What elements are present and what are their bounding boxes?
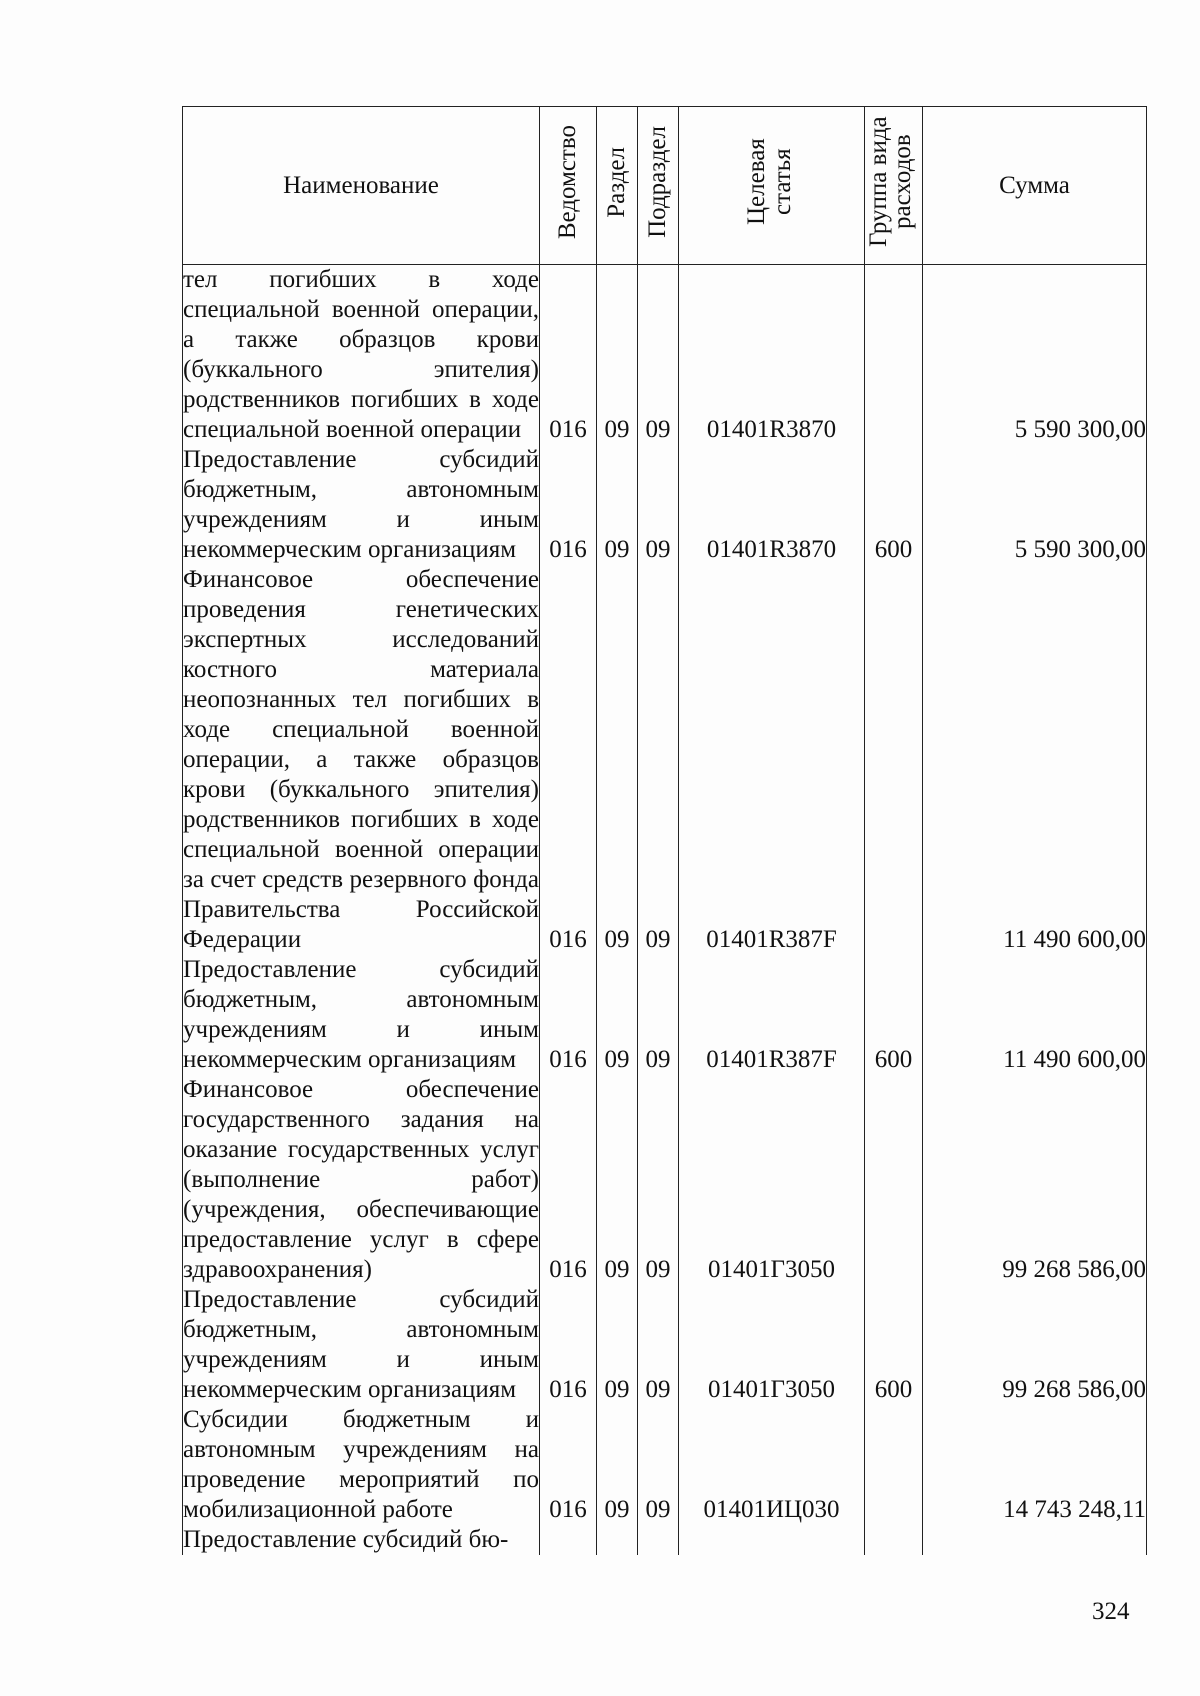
cell-name: Предоставление субсидий бюджетным, автономным учреждениям и иным некоммерческим организациям: [183, 1286, 539, 1403]
cell-ved: [540, 1525, 597, 1555]
header-razd: [597, 107, 638, 265]
cell-razd: 09: [597, 955, 638, 1075]
table-row: [183, 265, 1147, 446]
cell-name: Финансовое обеспечение государственного задания на оказание государственных услуг (выполнение работ) (учреждения, обеспечивающие предоставление услуг в сфере здравоохранения): [183, 1076, 539, 1283]
cell-ved: 016: [540, 1075, 597, 1285]
cell-podr: 09: [638, 445, 679, 565]
header-ved-label: Ведомство: [554, 124, 581, 240]
cell-name: Финансовое обеспечение проведения генетических экспертных исследований костного материала неопознанных тел погибших в ходе специальной военной операции, а также образцов крови (буккального эпителия) родственников погибших в ходе специальной военной операции за счет средств резервного фонда Правительства Российской Федерации: [183, 566, 539, 953]
cell-cel: 01401R387F: [679, 955, 865, 1075]
cell-sum: 5 590 300,00: [923, 265, 1147, 446]
cell-razd: [597, 1525, 638, 1555]
cell-name: Предоставление субсидий бюджетным, автономным учреждениям и иным некоммерческим организациям: [183, 446, 539, 563]
table-row: [183, 1285, 1147, 1405]
cell-razd: 09: [597, 565, 638, 955]
cell-sum: 99 268 586,00: [923, 1285, 1147, 1405]
cell-grp: [865, 1525, 923, 1555]
cell-sum: 5 590 300,00: [923, 445, 1147, 565]
cell-cel: 01401ИЦ030: [679, 1405, 865, 1525]
cell-razd: 09: [597, 1075, 638, 1285]
header-podr: [638, 107, 679, 265]
cell-name: Предоставление субсидий бюджетным, автономным учреждениям и иным некоммерческим организациям: [183, 956, 539, 1073]
table-row: [183, 1405, 1147, 1525]
cell-cel: 01401R387F: [679, 565, 865, 955]
cell-podr: 09: [638, 565, 679, 955]
header-ved: [540, 107, 597, 265]
table-header: [183, 107, 1147, 265]
cell-cel: 01401R3870: [679, 265, 865, 446]
cell-name: тел погибших в ходе специальной военной операции, а также образцов крови (буккального эпителия) родственников погибших в ходе специальной военной операции: [183, 266, 539, 443]
cell-sum: 11 490 600,00: [923, 955, 1147, 1075]
table-row: [183, 955, 1147, 1075]
cell-razd: 09: [597, 1405, 638, 1525]
header-sum: Сумма: [923, 107, 1147, 265]
cell-grp: [865, 265, 923, 446]
cell-cel: 01401Г3050: [679, 1075, 865, 1285]
cell-cel: [679, 1525, 865, 1555]
header-grp-label: Группа вида расходов: [864, 116, 916, 248]
table-row: [183, 565, 1147, 955]
cell-ved: 016: [540, 955, 597, 1075]
cell-razd: 09: [597, 1285, 638, 1405]
cell-cel: 01401R3870: [679, 445, 865, 565]
cell-razd: 09: [597, 445, 638, 565]
cell-name: Субсидии бюджетным и автономным учреждениям на проведение мероприятий по мобилизационной работе: [183, 1406, 539, 1523]
cell-sum: 11 490 600,00: [923, 565, 1147, 955]
cell-grp: [865, 565, 923, 955]
cell-ved: 016: [540, 265, 597, 446]
header-name: Наименование: [183, 107, 540, 265]
cell-grp: [865, 1075, 923, 1285]
cell-podr: 09: [638, 265, 679, 446]
cell-podr: 09: [638, 1075, 679, 1285]
cell-name: Предоставление субсидий бю-: [183, 1525, 540, 1555]
cell-sum: [923, 1525, 1147, 1555]
cell-razd: 09: [597, 265, 638, 446]
table-row: [183, 445, 1147, 565]
cell-ved: 016: [540, 565, 597, 955]
cell-sum: 14 743 248,11: [923, 1405, 1147, 1525]
cell-grp: [865, 1405, 923, 1525]
cell-podr: 09: [638, 1285, 679, 1405]
header-podr-label: Подраздел: [644, 126, 671, 238]
cell-grp: 600: [865, 445, 923, 565]
header-cel-label: Целевая статья: [742, 138, 796, 226]
budget-table: [182, 106, 1147, 1555]
header-cel: [679, 107, 865, 265]
cell-cel: 01401Г3050: [679, 1285, 865, 1405]
cell-sum: 99 268 586,00: [923, 1075, 1147, 1285]
cell-podr: 09: [638, 955, 679, 1075]
header-razd-label: Раздел: [603, 146, 630, 218]
table-row: [183, 1075, 1147, 1285]
table-row: [183, 1525, 1147, 1555]
cell-podr: [638, 1525, 679, 1555]
cell-ved: 016: [540, 1405, 597, 1525]
page-number: 324: [1092, 1598, 1130, 1625]
cell-podr: 09: [638, 1405, 679, 1525]
header-grp: [865, 107, 923, 265]
cell-ved: 016: [540, 1285, 597, 1405]
cell-grp: 600: [865, 955, 923, 1075]
cell-ved: 016: [540, 445, 597, 565]
cell-grp: 600: [865, 1285, 923, 1405]
